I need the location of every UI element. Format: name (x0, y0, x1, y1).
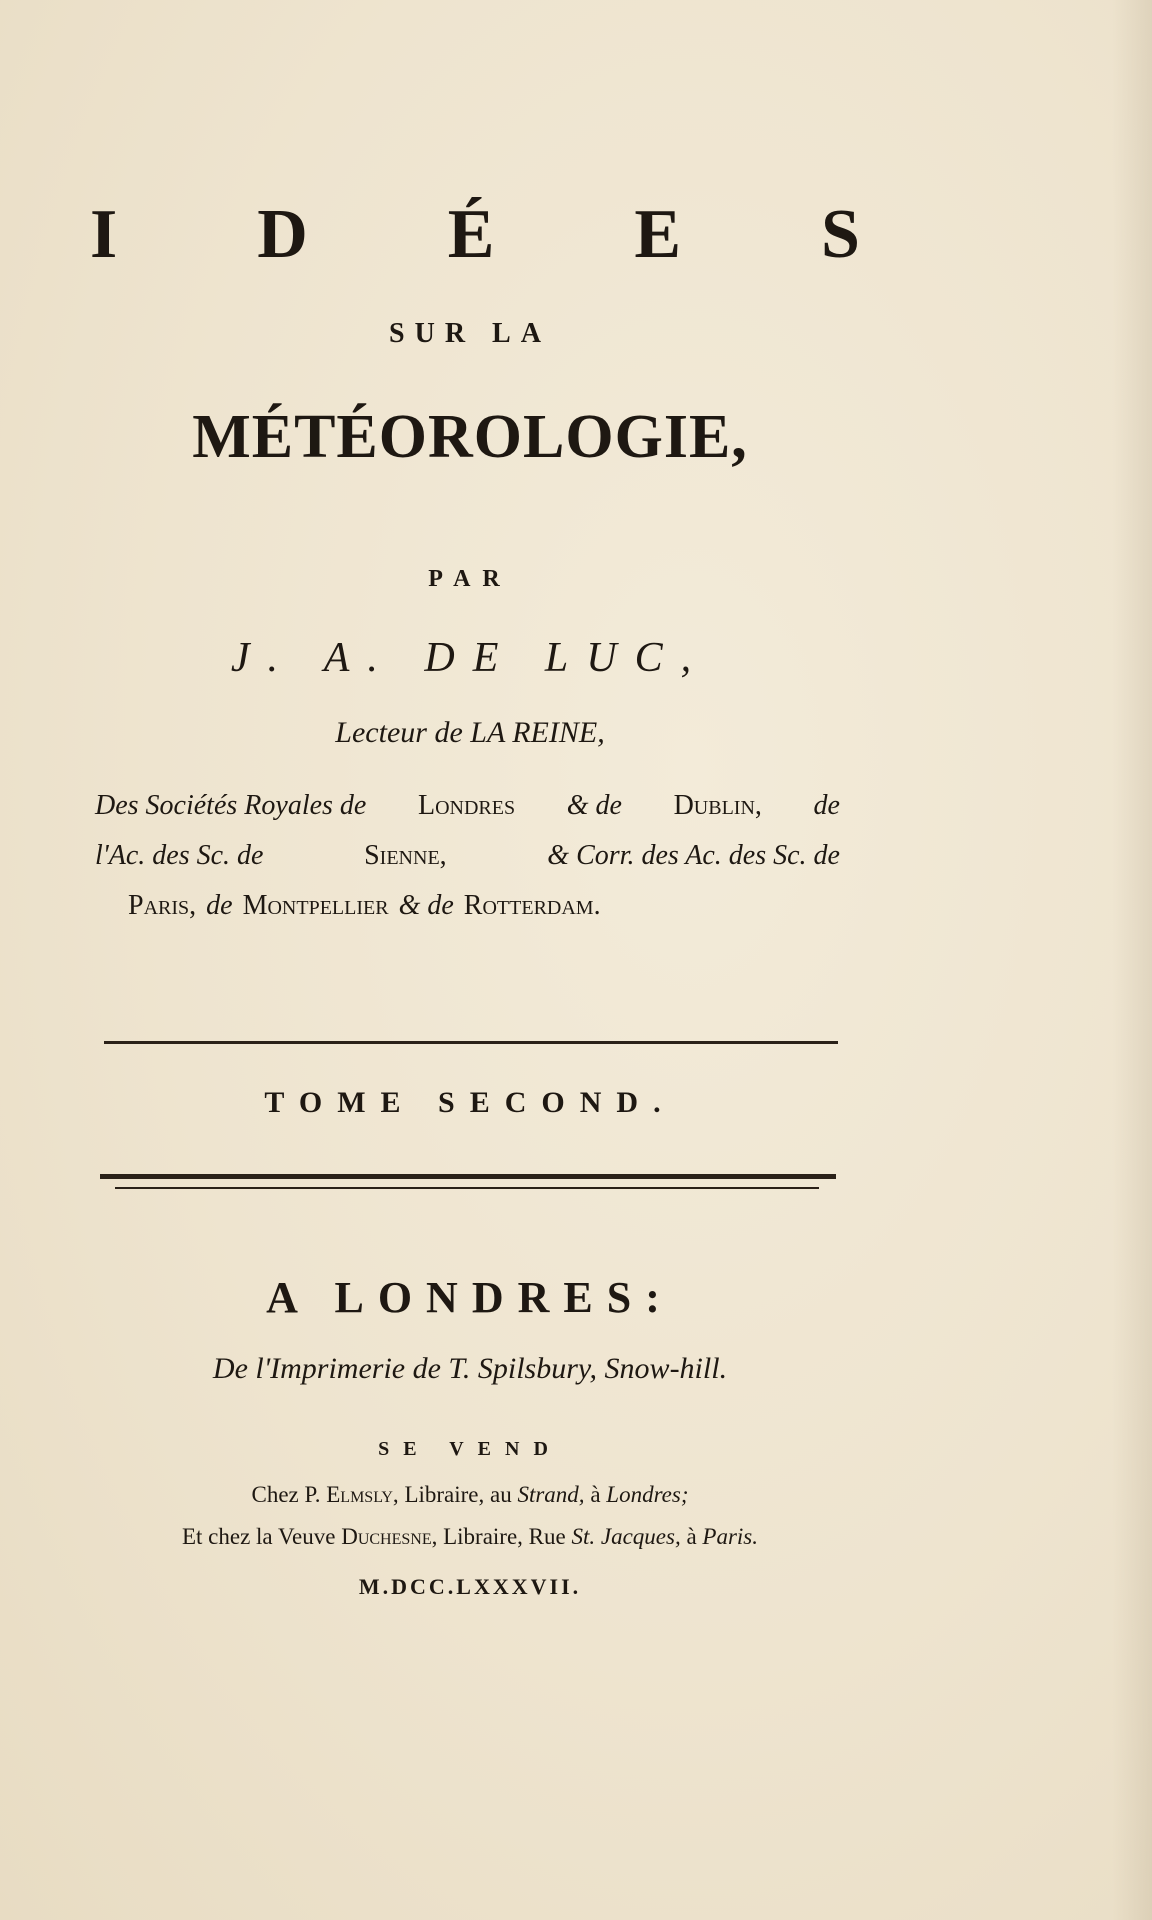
societies-text: l'Ac. des Sc. de (95, 840, 264, 871)
par-label: PAR (428, 566, 512, 592)
divider-rule-top (104, 1041, 838, 1044)
city-sienne: Sienne, (364, 840, 447, 871)
seller-text: Libraire, Rue (443, 1524, 566, 1549)
divider-rule-bottom-thick (100, 1174, 836, 1179)
seller-street: Strand, (517, 1482, 585, 1507)
title-letter: É (447, 196, 495, 273)
city-paris: Paris, (128, 890, 197, 921)
seller-name: Elmsly, (326, 1482, 399, 1507)
title-idees (90, 196, 860, 273)
societies-text: & Corr. des Ac. des Sc. de (547, 840, 840, 871)
subtitle-sur-la: SUR LA (389, 318, 551, 349)
divider-rule-bottom-thin (115, 1187, 819, 1189)
author-name: J. A. DE LUC, (230, 635, 710, 681)
imprint-city: A LONDRES: (266, 1273, 674, 1322)
seller-text: à (590, 1482, 601, 1507)
city-dublin: Dublin, (673, 790, 762, 821)
societies-text: de (206, 890, 233, 921)
title-letter: D (257, 196, 308, 273)
societies-text: Des Sociétés Royales de (95, 790, 367, 821)
seller-text: Et chez la Veuve (181, 1524, 336, 1549)
title-letter: E (634, 196, 682, 273)
seller-text: à (686, 1524, 697, 1549)
societies-text: & de (398, 890, 454, 921)
societies-line-3 (128, 892, 788, 920)
seller-street: St. Jacques, (571, 1524, 681, 1549)
main-title: MÉTÉOROLOGIE, (192, 403, 748, 471)
societies-line-1 (95, 792, 840, 820)
seller-city: Londres; (606, 1482, 689, 1507)
title-letter: S (821, 196, 860, 273)
seller-name: Duchesne, (341, 1524, 438, 1549)
societies-text: & de (566, 790, 622, 821)
city-montpellier: Montpellier (242, 890, 389, 921)
publication-date: M.DCC.LXXXVII. (358, 1574, 582, 1599)
seller-text: Chez P. (251, 1482, 321, 1507)
societies-text: de (813, 790, 840, 821)
seller-city: Paris. (702, 1524, 759, 1549)
volume-label: TOME SECOND. (264, 1086, 676, 1119)
city-rotterdam: Rotterdam. (463, 890, 601, 921)
seller-line-2 (0, 1524, 940, 1550)
se-vend-label: SE VEND (378, 1438, 562, 1460)
page-edge-shadow (1112, 0, 1152, 1920)
printer-line: De l'Imprimerie de T. Spilsbury, Snow-hill. (212, 1352, 728, 1385)
seller-text: Libraire, au (404, 1482, 512, 1507)
city-londres: Londres (417, 790, 516, 821)
societies-line-2 (95, 842, 840, 870)
title-letter: I (90, 196, 118, 273)
author-position: Lecteur de LA REINE, (335, 716, 605, 749)
seller-line-1 (0, 1482, 940, 1508)
